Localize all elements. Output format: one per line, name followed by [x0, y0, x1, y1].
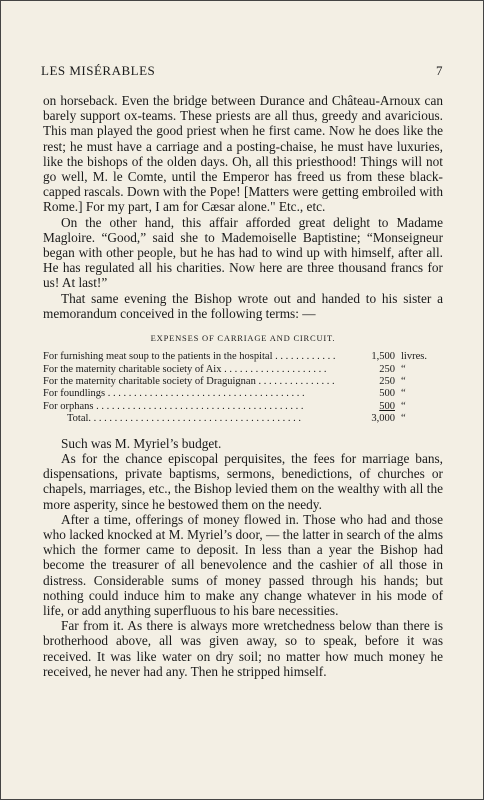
expense-unit: “: [401, 400, 406, 412]
expense-unit: “: [401, 388, 406, 400]
expenses-table-title: EXPENSES OF CARRIAGE AND CIRCUIT.: [150, 333, 336, 344]
expense-row: [43, 388, 443, 400]
expense-description: For furnishing meat soup to the patients in the hospital . . . . . . . . . . . .: [43, 351, 336, 363]
expense-unit: livres.: [401, 351, 427, 363]
page-header: [41, 63, 443, 79]
expense-description: For the maternity charitable society of Draguignan . . . . . . . . . . . . . . .: [43, 376, 335, 388]
expense-amount: 500: [379, 388, 395, 400]
paragraph: Such was M. Myriel’s budget.: [61, 435, 222, 451]
expense-amount: 250: [379, 363, 395, 375]
section-spacer: [43, 426, 443, 436]
expense-unit: “: [401, 363, 406, 375]
paragraph: on horseback. Even the bridge between Durance and Château-Arnoux can barely support ox-teams. These priests are all thus, greedy and avaricious. This man played the good priest when he first came. Now he does like the rest; he must have a carriage and a posting-chaise, he must have luxuries, like the bishops of the olden days. Oh, all this priesthood! Things will not go well, M. le Comte, until the Emperor has freed us from these black-capped rascals. Down with the Pope! [Matters were getting embroiled with Rome.] For my part, I am for Cæsar alone." Etc., etc.: [43, 93, 443, 215]
expense-total-amount: 3,000: [371, 413, 395, 425]
expense-description: For foundlings . . . . . . . . . . . . . . . . . . . . . . . . . . . . . . . . . . . . . .: [43, 388, 305, 400]
expense-row: [43, 351, 443, 363]
paragraph: Far from it. As there is always more wretchedness below than there is brotherhood above, all was given away, so to speak, before it was received. It was like water on dry soil; no matter how much money he received, he never had any. Then he stripped himself.: [43, 618, 443, 679]
expenses-table: [43, 331, 443, 426]
paragraph: That same evening the Bishop wrote out and handed to his sister a memorandum conceived in the following terms: —: [43, 290, 443, 321]
paragraph: As for the chance episcopal perquisites, the fees for marriage bans, dispensations, private baptisms, sermons, benedictions, of churches or chapels, marriages, etc., the Bishop levied them on the wealthy with all the more asperity, since he bestowed them on the needy.: [43, 450, 443, 512]
expense-total-label: Total. . . . . . . . . . . . . . . . . . . . . . . . . . . . . . . . . . . . . . . . .: [67, 413, 302, 425]
paragraph: On the other hand, this affair afforded great delight to Madame Magloire. “Good,” said she to Mademoiselle Baptistine; “Monseigneur began with other people, but he has had to wind up with himself, after all. He has regulated all his charities. Now here are three thousand francs for us! At last!”: [43, 214, 443, 291]
expense-row: [43, 364, 443, 376]
running-title: LES MISÉRABLES: [41, 63, 156, 78]
page-body: [43, 93, 443, 679]
expense-amount: 250: [379, 376, 395, 388]
expense-description: For the maternity charitable society of Aix . . . . . . . . . . . . . . . . . . . .: [43, 363, 327, 375]
expense-row: [43, 401, 443, 413]
expense-description: For orphans . . . . . . . . . . . . . . . . . . . . . . . . . . . . . . . . . . . . . . . .: [43, 400, 304, 412]
expense-total-unit: “: [401, 413, 406, 425]
expense-amount: 500: [379, 400, 395, 412]
page-number: 7: [436, 63, 443, 78]
paragraph: After a time, offerings of money flowed in. Those who had and those who lacked knocked at M. Myriel’s door, — the latter in search of the alms which the former came to deposit. In less than a year the Bishop had become the treasurer of all benevolence and the cashier of all those in distress. Considerable sums of money passed through his hands; but nothing could induce him to make any change whatever in his mode of life, or add anything superfluous to his bare necessities.: [43, 511, 443, 618]
expense-total-row: [43, 413, 443, 425]
expense-unit: “: [401, 376, 406, 388]
expense-amount: 1,500: [371, 351, 395, 363]
expense-row: [43, 376, 443, 388]
